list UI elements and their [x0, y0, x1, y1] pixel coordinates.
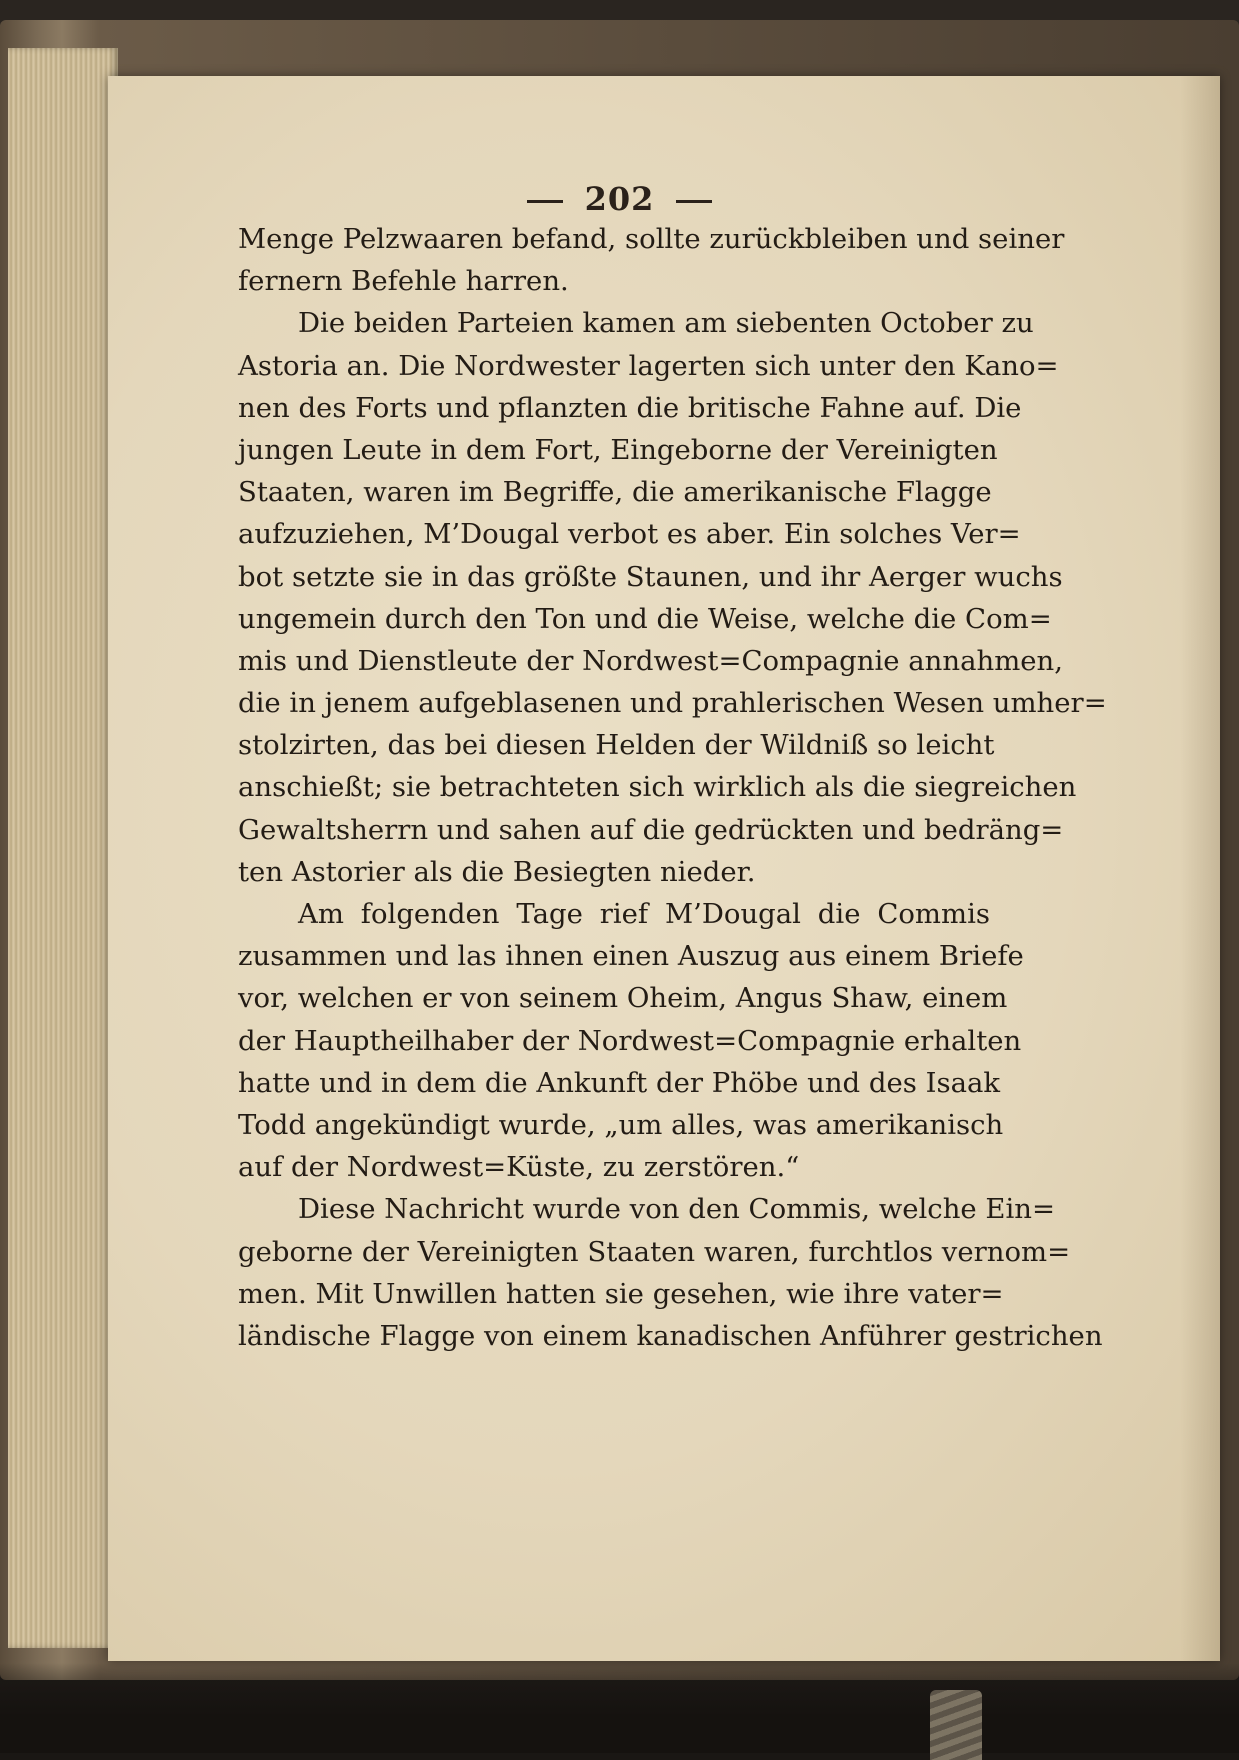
text-line: aufzuziehen, M’Dougal verbot es aber. Ein solches Ver= [238, 518, 1021, 551]
text-line: vor, welchen er von seinem Oheim, Angus Shaw, einem [238, 982, 1008, 1015]
text-line: auf der Nordwest=Küste, zu zerstören.“ [238, 1151, 800, 1184]
page-number: 202 [584, 180, 655, 218]
text-line: ländische Flagge von einem kanadischen Anführer gestrichen [238, 1319, 1103, 1352]
text-line: mis und Dienstleute der Nordwest=Compagnie annahmen, [238, 644, 1064, 677]
page-header [0, 180, 1239, 218]
text-line: bot setzte sie in das größte Staunen, und ihr Aerger wuchs [238, 560, 1063, 593]
text-line: Todd angekündigt wurde, „um alles, was amerikanisch [238, 1108, 1004, 1141]
text-line: Staaten, waren im Begriffe, die amerikanische Flagge [238, 476, 992, 509]
text-line: Menge Pelzwaaren befand, sollte zurückbleiben und seiner [238, 223, 1065, 255]
text-line: Astoria an. Die Nordwester lagerten sich unter den Kano= [238, 349, 1059, 382]
text-line: stolzirten, das bei diesen Helden der Wildniß so leicht [238, 729, 995, 762]
text-line: nen des Forts und pflanzten die britische Fahne auf. Die [238, 391, 1022, 424]
header-dash-left [527, 200, 563, 203]
text-line: jungen Leute in dem Fort, Eingeborne der Vereinigten [238, 433, 998, 466]
body-text [238, 218, 1107, 1357]
text-line: anschießt; sie betrachteten sich wirklich als die siegreichen [238, 771, 1077, 804]
text-line: men. Mit Unwillen hatten sie gesehen, wie ihre vater= [238, 1277, 1004, 1310]
text-line: geborne der Vereinigten Staaten waren, furchtlos vernom= [238, 1235, 1071, 1268]
text-line: die in jenem aufgeblasenen und prahlerischen Wesen umher= [238, 687, 1107, 720]
text-line: zusammen und las ihnen einen Auszug aus einem Briefe [238, 940, 1024, 973]
text-line: der Hauptheilhaber der Nordwest=Compagnie erhalten [238, 1024, 1022, 1057]
text-line: hatte und in dem die Ankunft der Phöbe und des Isaak [238, 1066, 1001, 1099]
text-line: Gewaltsherrn und sahen auf die gedrückten und bedräng= [238, 813, 1064, 846]
text-line: ten Astorier als die Besiegten nieder. [238, 855, 756, 888]
text-line: Die beiden Parteien kamen am siebenten October zu [298, 307, 1034, 340]
text-line: ungemein durch den Ton und die Weise, welche die Com= [238, 602, 1052, 635]
text-line: Diese Nachricht wurde von den Commis, welche Ein= [298, 1193, 1056, 1226]
header-dash-right [676, 200, 712, 203]
page-edges [8, 48, 118, 1648]
bookmark-ribbon [930, 1690, 982, 1760]
bottom-shadow [0, 1663, 1239, 1753]
text-line: Am folgenden Tage rief M’Dougal die Commis [298, 898, 990, 930]
text-line: fernern Befehle harren. [238, 265, 569, 298]
